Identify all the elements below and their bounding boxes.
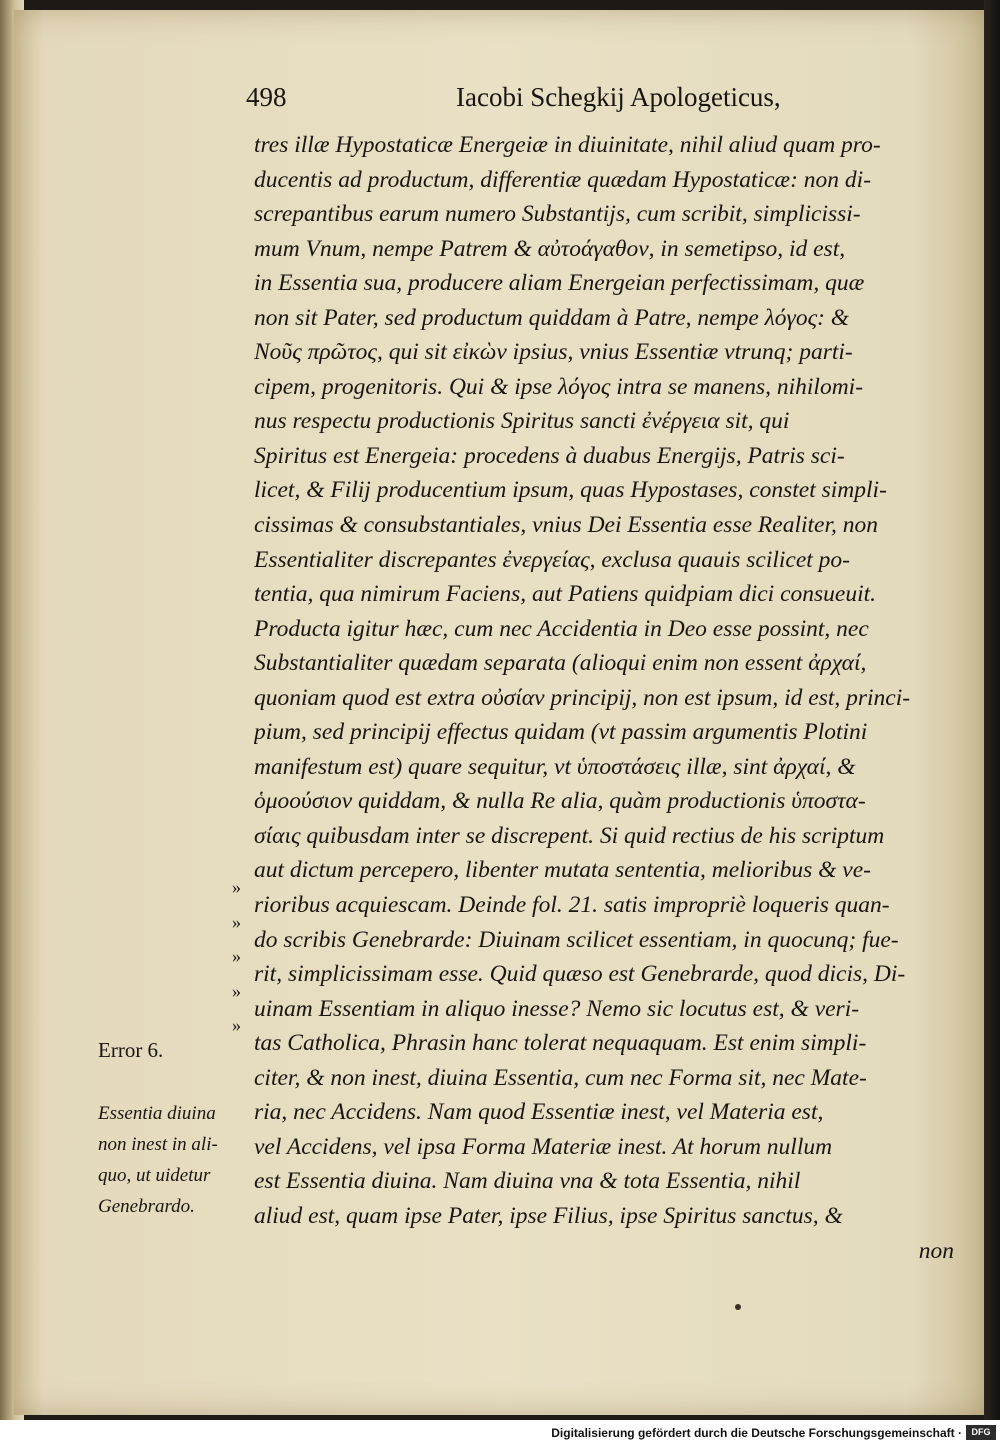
text-line: in Essentia sua, producere aliam Energeian perfectissimam, quæ — [254, 270, 865, 297]
text-line: nus respectu productionis Spiritus sancti ἐνέργεια sit, qui — [254, 408, 790, 435]
quote-mark: » — [232, 946, 241, 967]
text-line: rit, simplicissimam esse. Quid quæso est Genebrarde, quod dicis, Di- — [254, 961, 906, 988]
page-number: 498 — [246, 82, 287, 112]
text-line: citer, & non inest, diuina Essentia, cum nec Forma sit, nec Mate- — [254, 1064, 867, 1091]
ink-speck — [735, 1304, 741, 1310]
text-line: non sit Pater, sed productum quiddam à Patre, nempe λόγος: & — [254, 304, 850, 331]
text-line: tres illæ Hypostaticæ Energeiæ in diuinitate, nihil aliud quam pro- — [254, 132, 881, 158]
catchword: non — [918, 1237, 954, 1264]
text-line: ria, nec Accidens. Nam quod Essentiæ inest, vel Materia est, — [254, 1099, 824, 1126]
text-line: pium, sed principij effectus quidam (vt passim argumentis Plotini — [254, 719, 868, 746]
dfg-logo-icon: DFG — [966, 1425, 996, 1440]
body-text — [254, 128, 954, 1268]
text-line: σίαις quibusdam inter se discrepent. Si quid rectius de his scriptum — [254, 822, 885, 849]
margin-gloss-line: quo, ut uidetur — [98, 1165, 211, 1186]
margin-gloss-line: Genebrardo. — [98, 1196, 195, 1217]
text-line: Essentialiter discrepantes ἐνεργείας, exclusa quauis scilicet po- — [254, 546, 851, 573]
quote-mark: » — [232, 980, 241, 1001]
margin-gloss-line: non inest in ali- — [98, 1134, 218, 1155]
text-line: cissimas & consubstantiales, vnius Dei Essentia esse Realiter, non — [254, 512, 879, 539]
footer-bar — [0, 1420, 1000, 1445]
footer-credit: Digitalisierung gefördert durch die Deutsche Forschungsgemeinschaft · — [551, 1426, 962, 1440]
text-line: est Essentia diuina. Nam diuina vna & tota Essentia, nihil — [254, 1168, 801, 1195]
right-page-edge — [984, 0, 1000, 1420]
running-head: Iacobi Schegkij Apologeticus, — [456, 82, 781, 112]
text-line: ducentis ad productum, differentiæ quædam Hypostaticæ: non di- — [254, 166, 872, 193]
text-line: licet, & Filij producentium ipsum, quas Hypostases, constet simpli- — [254, 477, 887, 504]
text-line: aliud est, quam ipse Pater, ipse Filius, ipse Spiritus sanctus, & — [254, 1202, 843, 1229]
text-line: tas Catholica, Phrasin hanc tolerat nequaquam. Est enim simpli- — [254, 1030, 867, 1057]
text-line: do scribis Genebrarde: Diuinam scilicet essentiam, in quocunq; fue- — [254, 926, 899, 953]
text-line: quoniam quod est extra οὐσίαν principij, non est ipsum, id est, princi- — [254, 684, 911, 711]
quote-mark: » — [232, 1015, 241, 1036]
text-line: Spiritus est Energeia: procedens à duabus Energijs, Patris sci- — [254, 442, 845, 469]
text-line: Νοῦς πρῶτος, qui sit εἰκὼν ipsius, vnius Essentiæ vtrunq; parti- — [254, 339, 853, 366]
page-header — [246, 82, 806, 122]
text-line: aut dictum percepero, libenter mutata sententia, melioribus & ve- — [254, 857, 871, 884]
text-line: cipem, progenitoris. Qui & ipse λόγος intra se manens, nihilomi- — [254, 373, 864, 400]
text-line: ὁμοούσιον quiddam, & nulla Re alia, quàm productionis ὑποστα- — [254, 788, 866, 815]
text-line: manifestum est) quare sequitur, vt ὑποστάσεις illæ, sint ἀρχαί, & — [254, 753, 856, 780]
margin-gloss-line: Essentia diuina — [98, 1103, 216, 1124]
text-line: uinam Essentiam in aliquo inesse? Nemo sic locutus est, & veri- — [254, 995, 860, 1022]
text-line: rioribus acquiescam. Deinde fol. 21. satis impropriè loqueris quan- — [254, 892, 890, 919]
margin-heading: Error 6. — [98, 1038, 164, 1062]
text-line: mum Vnum, nempe Patrem & αὐτοάγαθον, in semetipso, id est, — [254, 235, 846, 262]
quotation-marks-column — [232, 870, 256, 1043]
quote-mark: » — [232, 911, 241, 932]
text-line: vel Accidens, vel ipsa Forma Materiæ inest. At horum nullum — [254, 1133, 833, 1160]
margin-gloss — [98, 1098, 258, 1222]
text-line: tentia, qua nimirum Faciens, aut Patiens quidpiam dici consueuit. — [254, 581, 877, 608]
text-line: Producta igitur hæc, cum nec Accidentia in Deo esse possint, nec — [254, 615, 869, 642]
text-line: Substantialiter quædam separata (alioqui enim non essent ἀρχαί, — [254, 650, 867, 677]
text-line: screpantibus earum numero Substantijs, cum scribit, simplicissi- — [254, 201, 861, 228]
quote-mark: » — [232, 877, 241, 897]
